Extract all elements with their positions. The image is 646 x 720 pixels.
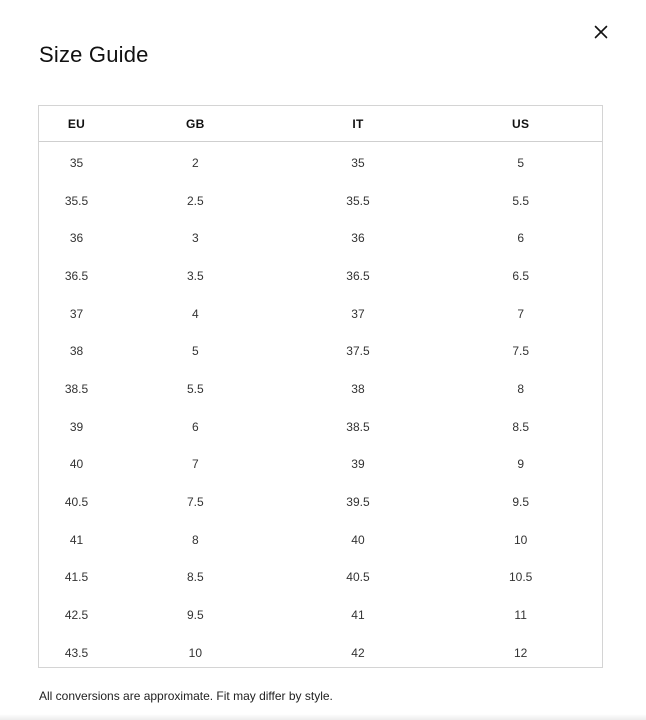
- table-row: [39, 257, 602, 295]
- cell-us: 10: [513, 532, 528, 547]
- cell-eu: 43.5: [64, 645, 89, 660]
- page-title: Size Guide: [39, 42, 149, 67]
- cell-gb: 8: [191, 532, 199, 547]
- size-table: [39, 106, 602, 672]
- cell-gb: 8.5: [186, 570, 204, 585]
- cell-it: 35: [351, 155, 365, 170]
- cell-us: 12: [513, 645, 528, 660]
- cell-eu: 35.5: [64, 193, 89, 208]
- cell-it: 36.5: [346, 268, 370, 283]
- close-button[interactable]: [590, 21, 612, 43]
- table-row: [39, 219, 602, 257]
- cell-eu: 41.5: [64, 570, 89, 585]
- cell-gb: 2: [191, 155, 199, 170]
- cell-gb: 9.5: [186, 608, 204, 623]
- cell-it: 42: [351, 645, 365, 660]
- cell-eu: 38: [69, 344, 84, 359]
- cell-it: 37.5: [346, 344, 370, 359]
- cell-eu: 36: [69, 231, 84, 246]
- cell-it: 37: [351, 306, 365, 321]
- cell-gb: 5: [191, 344, 199, 359]
- cell-us: 5: [517, 155, 524, 170]
- cell-it: 41: [351, 608, 365, 623]
- cell-eu: 37: [69, 306, 84, 321]
- cell-us: 11: [514, 608, 527, 623]
- table-row: [39, 332, 602, 370]
- cell-eu: 38.5: [64, 381, 89, 396]
- bottom-shadow: [0, 714, 646, 720]
- cell-it: 40: [351, 532, 365, 547]
- cell-eu: 42.5: [64, 608, 89, 623]
- cell-us: 7.5: [512, 344, 529, 359]
- table-row: [39, 446, 602, 484]
- table-header-row: [39, 106, 602, 142]
- cell-us: 7: [517, 306, 524, 321]
- size-table-container: [38, 105, 603, 668]
- cell-eu: 40.5: [64, 495, 89, 510]
- cell-eu: 36.5: [64, 268, 89, 283]
- table-row: [39, 596, 602, 634]
- cell-gb: 7: [191, 457, 199, 472]
- cell-us: 6.5: [512, 268, 529, 283]
- cell-eu: 35: [69, 155, 84, 170]
- table-row: [39, 370, 602, 408]
- table-row: [39, 142, 602, 182]
- cell-eu: 41: [69, 532, 84, 547]
- cell-gb: 3.5: [186, 268, 204, 283]
- cell-it: 38: [351, 381, 365, 396]
- table-body: [39, 142, 602, 672]
- table-row: [39, 295, 602, 333]
- footnote: All conversions are approximate. Fit may differ by style.: [39, 689, 333, 703]
- cell-gb: 6: [191, 419, 199, 434]
- cell-us: 8: [517, 381, 524, 396]
- cell-gb: 7.5: [186, 495, 204, 510]
- cell-gb: 4: [191, 306, 199, 321]
- cell-it: 35.5: [346, 193, 370, 208]
- cell-gb: 5.5: [186, 381, 204, 396]
- close-icon: [594, 25, 608, 39]
- cell-eu: 39: [69, 419, 84, 434]
- table-row: [39, 559, 602, 597]
- cell-gb: 3: [191, 231, 199, 246]
- table-row: [39, 521, 602, 559]
- cell-us: 9: [517, 457, 524, 472]
- table-row: [39, 483, 602, 521]
- column-header-us: US: [439, 106, 602, 142]
- column-header-it: IT: [277, 106, 440, 142]
- cell-it: 40.5: [346, 570, 370, 585]
- cell-us: 10.5: [508, 570, 533, 585]
- cell-gb: 2.5: [186, 193, 204, 208]
- cell-it: 38.5: [346, 419, 370, 434]
- cell-gb: 10: [188, 645, 202, 660]
- table-row: [39, 182, 602, 220]
- cell-us: 8.5: [512, 419, 529, 434]
- cell-it: 36: [351, 231, 365, 246]
- cell-it: 39: [351, 457, 365, 472]
- cell-us: 6: [517, 231, 524, 246]
- cell-us: 5.5: [512, 193, 529, 208]
- cell-us: 9.5: [512, 495, 529, 510]
- table-row: [39, 634, 602, 672]
- cell-it: 39.5: [346, 495, 370, 510]
- table-row: [39, 408, 602, 446]
- column-header-eu: EU: [39, 106, 114, 142]
- cell-eu: 40: [69, 457, 84, 472]
- column-header-gb: GB: [114, 106, 277, 142]
